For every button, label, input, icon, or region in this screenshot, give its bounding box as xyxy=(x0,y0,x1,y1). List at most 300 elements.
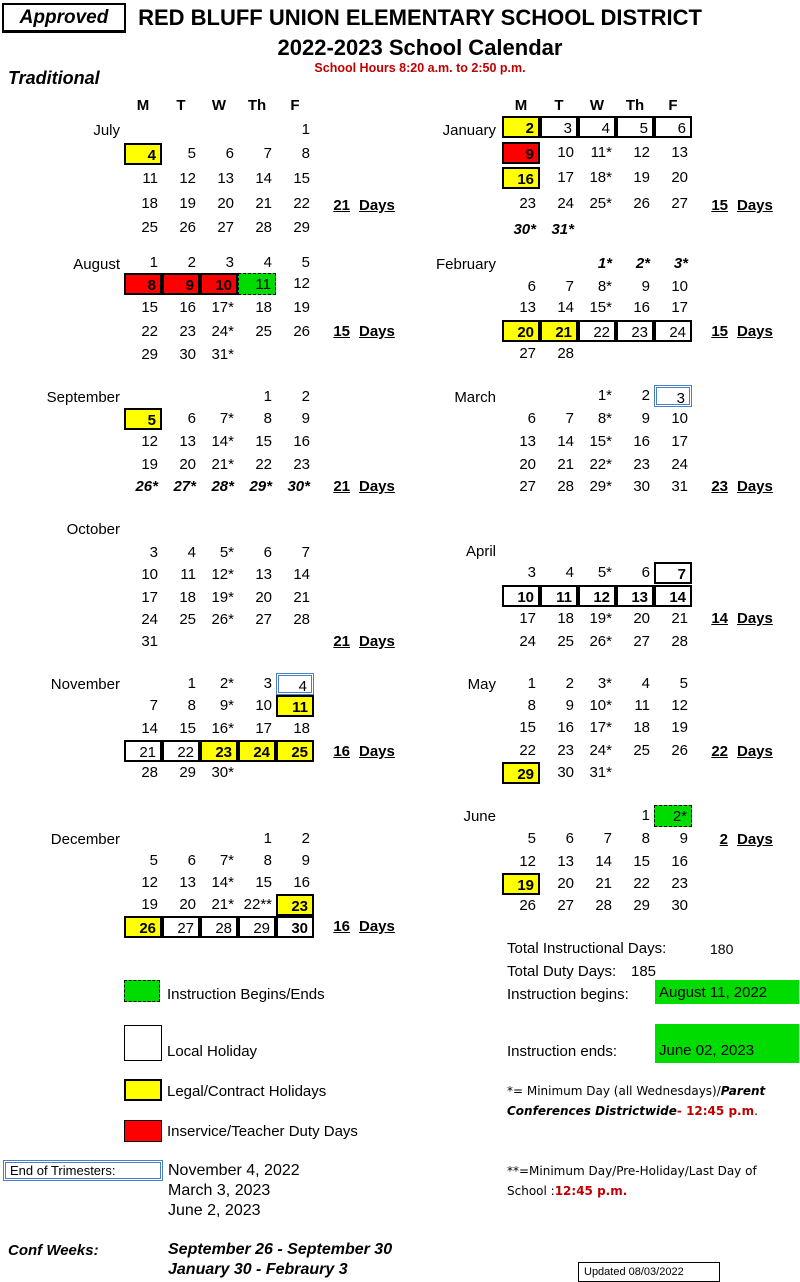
day-cell: 26 xyxy=(124,916,162,938)
day-header: M xyxy=(136,97,150,114)
pre-holiday-time: 12:45 p.m. xyxy=(554,1184,628,1198)
day-cell: 5 xyxy=(301,254,310,271)
day-cell: 22 xyxy=(141,323,158,340)
month-name: May xyxy=(467,676,496,693)
days-label: Days xyxy=(737,743,773,760)
min-day-time: 12:45 p.m xyxy=(686,1104,755,1118)
month-day-count: 22 xyxy=(711,743,728,760)
day-cell: 31 xyxy=(671,478,688,495)
day-cell: 9 xyxy=(301,852,310,869)
day-cell: 24 xyxy=(671,456,688,473)
trimester-date-2: March 3, 2023 xyxy=(168,1182,271,1199)
min-day-text-d: . xyxy=(754,1104,758,1118)
day-cell: 5 xyxy=(616,116,654,138)
day-cell: 6 xyxy=(565,830,574,847)
month-name: September xyxy=(46,389,120,406)
trimesters-label: End of Trimesters: xyxy=(3,1160,163,1181)
day-cell: 24 xyxy=(238,740,276,762)
day-cell: 18 xyxy=(179,589,196,606)
day-cell: 14 xyxy=(654,585,692,607)
day-cell: 31* xyxy=(211,346,234,363)
legend-local-label: Local Holiday xyxy=(167,1043,258,1060)
month-name: June xyxy=(463,808,496,825)
day-cell: 15 xyxy=(633,853,650,870)
day-cell: 22* xyxy=(589,456,612,473)
day-cell: 9 xyxy=(641,278,650,295)
day-cell: 26* xyxy=(211,611,234,628)
month-day-count: 16 xyxy=(333,743,350,760)
day-cell: 2 xyxy=(565,675,574,692)
day-cell: 15* xyxy=(589,433,612,450)
day-cell: 23 xyxy=(519,195,536,212)
day-cell: 23 xyxy=(671,875,688,892)
day-cell: 2 xyxy=(502,116,540,138)
day-cell: 22** xyxy=(243,896,272,913)
day-cell: 16 xyxy=(633,433,650,450)
day-cell: 7 xyxy=(565,278,574,295)
day-cell: 19 xyxy=(502,873,540,895)
day-cell: 29 xyxy=(293,219,310,236)
day-cell: 10 xyxy=(671,410,688,427)
day-cell: 3 xyxy=(263,675,272,692)
day-cell: 21 xyxy=(671,610,688,627)
day-cell: 12 xyxy=(578,585,616,607)
day-cell: 27 xyxy=(217,219,234,236)
day-cell: 20 xyxy=(255,589,272,606)
day-header: F xyxy=(668,97,678,114)
day-cell: 13 xyxy=(179,433,196,450)
total-instructional-label: Total Instructional Days: xyxy=(507,940,667,957)
day-cell: 18 xyxy=(557,610,574,627)
day-cell: 8 xyxy=(263,852,272,869)
day-cell: 3 xyxy=(149,544,158,561)
day-cell: 14 xyxy=(557,299,574,316)
instruction-begins-label: Instruction begins: xyxy=(507,986,629,1003)
pre-holiday-note xyxy=(507,1161,797,1201)
day-cell: 28 xyxy=(293,611,310,628)
day-cell: 26* xyxy=(135,478,158,495)
conf-weeks-label: Conf Weeks: xyxy=(8,1242,99,1259)
legend-instruction-label: Instruction Begins/Ends xyxy=(167,986,325,1003)
day-cell: 28 xyxy=(255,219,272,236)
day-cell: 6 xyxy=(263,544,272,561)
day-cell: 12 xyxy=(179,170,196,187)
day-cell: 13 xyxy=(519,299,536,316)
day-cell: 13 xyxy=(255,566,272,583)
day-cell: 6 xyxy=(225,145,234,162)
day-cell: 14 xyxy=(255,170,272,187)
day-cell: 29 xyxy=(238,916,276,938)
day-cell: 20 xyxy=(633,610,650,627)
day-cell: 4 xyxy=(124,143,162,165)
day-cell: 21 xyxy=(255,195,272,212)
day-cell: 17 xyxy=(141,589,158,606)
day-cell: 18 xyxy=(293,720,310,737)
day-cell: 21 xyxy=(595,875,612,892)
day-cell: 31* xyxy=(551,221,574,238)
day-cell: 7 xyxy=(565,410,574,427)
day-cell: 21 xyxy=(124,740,162,762)
day-cell: 6 xyxy=(527,410,536,427)
day-cell: 2 xyxy=(301,830,310,847)
day-cell: 31 xyxy=(141,633,158,650)
month-name: April xyxy=(465,543,496,560)
day-cell: 1 xyxy=(263,830,272,847)
day-cell: 15 xyxy=(255,874,272,891)
day-cell: 7* xyxy=(219,410,234,427)
day-cell: 31* xyxy=(589,764,612,781)
min-day-text-c: - xyxy=(676,1104,687,1118)
day-cell: 6 xyxy=(187,410,196,427)
day-cell: 4 xyxy=(187,544,196,561)
day-cell: 6 xyxy=(654,116,692,138)
day-cell: 27 xyxy=(519,345,536,362)
month-day-count: 14 xyxy=(711,610,728,627)
days-label: Days xyxy=(737,831,773,848)
month-day-count: 21 xyxy=(333,197,350,214)
day-cell: 17* xyxy=(589,719,612,736)
day-cell: 18* xyxy=(589,169,612,186)
day-header: W xyxy=(211,97,227,114)
day-cell: 8 xyxy=(187,697,196,714)
day-header: T xyxy=(176,97,186,114)
month-day-count: 15 xyxy=(333,323,350,340)
day-cell: 18 xyxy=(141,195,158,212)
month-day-count: 21 xyxy=(333,478,350,495)
day-cell: 20 xyxy=(217,195,234,212)
day-cell: 8 xyxy=(124,273,162,295)
day-cell: 9 xyxy=(301,410,310,427)
month-name: February xyxy=(435,256,496,273)
day-cell: 12* xyxy=(211,566,234,583)
month-name: November xyxy=(50,676,120,693)
days-label: Days xyxy=(359,633,395,650)
day-cell: 21 xyxy=(557,456,574,473)
day-cell: 14 xyxy=(595,853,612,870)
day-cell: 9 xyxy=(502,142,540,164)
days-label: Days xyxy=(359,918,395,935)
day-cell: 26* xyxy=(589,633,612,650)
day-cell: 17 xyxy=(519,610,536,627)
day-cell: 11 xyxy=(634,697,650,714)
day-cell: 7 xyxy=(654,562,692,584)
day-cell: 28 xyxy=(141,764,158,781)
day-cell: 1 xyxy=(641,807,650,824)
day-cell: 3 xyxy=(654,385,692,407)
day-cell: 7 xyxy=(301,544,310,561)
month-day-count: 2 xyxy=(719,831,728,848)
day-cell: 23 xyxy=(179,323,196,340)
day-cell: 21 xyxy=(293,589,310,606)
day-cell: 10 xyxy=(141,566,158,583)
day-cell: 1* xyxy=(597,255,612,272)
day-cell: 2 xyxy=(641,387,650,404)
day-cell: 28 xyxy=(557,478,574,495)
day-header: T xyxy=(554,97,564,114)
day-cell: 14 xyxy=(557,433,574,450)
days-label: Days xyxy=(359,743,395,760)
day-cell: 29 xyxy=(141,346,158,363)
day-cell: 11 xyxy=(540,585,578,607)
day-cell: 16 xyxy=(293,433,310,450)
day-cell: 10* xyxy=(589,697,612,714)
day-cell: 15 xyxy=(141,299,158,316)
day-cell: 18 xyxy=(633,719,650,736)
day-header: W xyxy=(589,97,605,114)
day-cell: 17* xyxy=(211,299,234,316)
day-cell: 29* xyxy=(589,478,612,495)
day-cell: 16 xyxy=(502,167,540,189)
legend-swatch-green xyxy=(124,980,160,1002)
day-cell: 6 xyxy=(527,278,536,295)
day-cell: 21* xyxy=(211,896,234,913)
day-cell: 25 xyxy=(557,633,574,650)
day-cell: 11 xyxy=(276,695,314,717)
month-day-count: 23 xyxy=(711,478,728,495)
day-cell: 20 xyxy=(671,169,688,186)
day-cell: 29 xyxy=(179,764,196,781)
day-cell: 30* xyxy=(211,764,234,781)
day-cell: 1 xyxy=(527,675,536,692)
day-cell: 8 xyxy=(527,697,536,714)
day-cell: 2* xyxy=(635,255,650,272)
day-cell: 3 xyxy=(540,116,578,138)
day-cell: 8* xyxy=(597,410,612,427)
day-cell: 23 xyxy=(616,320,654,342)
day-cell: 21* xyxy=(211,456,234,473)
day-cell: 9 xyxy=(565,697,574,714)
day-cell: 4 xyxy=(641,675,650,692)
day-cell: 23 xyxy=(293,456,310,473)
day-cell: 7 xyxy=(263,145,272,162)
day-cell: 24 xyxy=(654,320,692,342)
day-cell: 27 xyxy=(519,478,536,495)
day-cell: 13 xyxy=(616,585,654,607)
day-cell: 14* xyxy=(211,433,234,450)
day-header: M xyxy=(514,97,528,114)
day-cell: 5 xyxy=(187,145,196,162)
day-cell: 28 xyxy=(595,897,612,914)
day-cell: 1* xyxy=(597,387,612,404)
day-cell: 25 xyxy=(276,740,314,762)
day-cell: 9 xyxy=(641,410,650,427)
day-cell: 27* xyxy=(173,478,196,495)
day-cell: 9 xyxy=(162,273,200,295)
min-day-text-b: Parent Conferences Districtwide xyxy=(507,1084,766,1118)
day-cell: 20 xyxy=(179,456,196,473)
day-cell: 5 xyxy=(149,852,158,869)
day-cell: 6 xyxy=(641,564,650,581)
day-cell: 18 xyxy=(255,299,272,316)
instruction-begins-value: August 11, 2022 xyxy=(655,980,799,1004)
day-cell: 24 xyxy=(557,195,574,212)
day-cell: 8 xyxy=(263,410,272,427)
day-cell: 1 xyxy=(187,675,196,692)
legend-inservice-label: Inservice/Teacher Duty Days xyxy=(167,1123,358,1140)
day-cell: 27 xyxy=(162,916,200,938)
day-cell: 24 xyxy=(141,611,158,628)
day-cell: 22 xyxy=(293,195,310,212)
day-cell: 14* xyxy=(211,874,234,891)
instruction-ends-value: June 02, 2023 xyxy=(655,1024,799,1063)
month-day-count: 15 xyxy=(711,197,728,214)
day-cell: 17 xyxy=(557,169,574,186)
day-cell: 4 xyxy=(263,254,272,271)
day-cell: 25* xyxy=(589,195,612,212)
day-cell: 3* xyxy=(597,675,612,692)
day-cell: 10 xyxy=(557,144,574,161)
day-cell: 27 xyxy=(255,611,272,628)
day-cell: 29* xyxy=(249,478,272,495)
day-cell: 8* xyxy=(597,278,612,295)
day-cell: 15* xyxy=(589,299,612,316)
day-cell: 5 xyxy=(124,408,162,430)
day-cell: 13 xyxy=(557,853,574,870)
day-cell: 10 xyxy=(200,273,238,295)
day-cell: 30 xyxy=(633,478,650,495)
day-cell: 22 xyxy=(633,875,650,892)
day-header: F xyxy=(290,97,300,114)
day-header: Th xyxy=(247,97,267,114)
day-cell: 25 xyxy=(141,219,158,236)
day-cell: 1 xyxy=(149,254,158,271)
day-cell: 2* xyxy=(654,805,692,827)
day-cell: 28 xyxy=(557,345,574,362)
legend-swatch-white xyxy=(124,1025,162,1061)
month-name: July xyxy=(93,122,120,139)
day-cell: 30 xyxy=(671,897,688,914)
conf-week-1: September 26 - September 30 xyxy=(168,1241,393,1258)
day-cell: 3 xyxy=(527,564,536,581)
day-cell: 7 xyxy=(149,697,158,714)
month-day-count: 15 xyxy=(711,323,728,340)
day-cell: 13 xyxy=(179,874,196,891)
day-cell: 16 xyxy=(671,853,688,870)
day-cell: 12 xyxy=(671,697,688,714)
day-cell: 6 xyxy=(187,852,196,869)
month-day-count: 21 xyxy=(333,633,350,650)
day-cell: 16 xyxy=(557,719,574,736)
day-cell: 30 xyxy=(179,346,196,363)
day-cell: 25 xyxy=(633,742,650,759)
total-duty-label: Total Duty Days: xyxy=(507,963,617,980)
minimum-day-note xyxy=(507,1081,797,1121)
approved-underline xyxy=(2,30,126,32)
day-cell: 13 xyxy=(671,144,688,161)
day-cell: 23 xyxy=(200,740,238,762)
day-cell: 22 xyxy=(162,740,200,762)
day-cell: 15 xyxy=(179,720,196,737)
legend-legal-label: Legal/Contract Holidays xyxy=(167,1083,327,1100)
day-cell: 9* xyxy=(219,697,234,714)
day-cell: 25 xyxy=(179,611,196,628)
day-cell: 1 xyxy=(263,388,272,405)
day-cell: 22 xyxy=(519,742,536,759)
day-cell: 17 xyxy=(255,720,272,737)
day-cell: 5 xyxy=(679,675,688,692)
trimester-date-1: November 4, 2022 xyxy=(168,1162,300,1179)
day-cell: 19* xyxy=(589,610,612,627)
day-cell: 5* xyxy=(597,564,612,581)
days-label: Days xyxy=(737,323,773,340)
day-cell: 25 xyxy=(255,323,272,340)
day-cell: 17 xyxy=(671,433,688,450)
day-cell: 12 xyxy=(519,853,536,870)
day-cell: 27 xyxy=(557,897,574,914)
approved-stamp: Approved xyxy=(2,3,126,33)
day-cell: 10 xyxy=(502,585,540,607)
month-name: August xyxy=(73,256,120,273)
day-cell: 15 xyxy=(519,719,536,736)
day-cell: 11 xyxy=(180,566,196,583)
day-cell: 9 xyxy=(679,830,688,847)
day-cell: 28* xyxy=(211,478,234,495)
legend-swatch-yellow xyxy=(124,1079,162,1101)
day-cell: 21 xyxy=(540,320,578,342)
day-cell: 20 xyxy=(502,320,540,342)
month-name: October xyxy=(66,521,120,538)
day-cell: 7* xyxy=(219,852,234,869)
day-cell: 14 xyxy=(141,720,158,737)
day-cell: 22 xyxy=(578,320,616,342)
legend-swatch-red xyxy=(124,1120,162,1142)
school-hours: School Hours 8:20 a.m. to 2:50 p.m. xyxy=(314,61,526,75)
day-cell: 8 xyxy=(301,145,310,162)
min-day-text-a: *= Minimum Day (all Wednesdays)/ xyxy=(507,1084,721,1098)
day-cell: 30 xyxy=(276,916,314,938)
day-cell: 23 xyxy=(276,894,314,916)
day-cell: 7 xyxy=(603,830,612,847)
day-cell: 24* xyxy=(211,323,234,340)
day-cell: 3 xyxy=(225,254,234,271)
day-cell: 19 xyxy=(141,896,158,913)
day-cell: 27 xyxy=(633,633,650,650)
day-cell: 28 xyxy=(200,916,238,938)
month-day-count: 16 xyxy=(333,918,350,935)
day-cell: 12 xyxy=(141,874,158,891)
conf-week-2: January 30 - Febraury 3 xyxy=(168,1261,348,1278)
day-cell: 26 xyxy=(519,897,536,914)
day-cell: 1 xyxy=(301,121,310,138)
day-cell: 11 xyxy=(142,170,158,187)
day-cell: 24 xyxy=(519,633,536,650)
days-label: Days xyxy=(359,478,395,495)
day-cell: 16* xyxy=(211,720,234,737)
day-cell: 12 xyxy=(633,144,650,161)
day-cell: 26 xyxy=(179,219,196,236)
days-label: Days xyxy=(737,610,773,627)
day-cell: 29 xyxy=(502,762,540,784)
day-cell: 10 xyxy=(671,278,688,295)
day-cell: 19 xyxy=(633,169,650,186)
day-cell: 27 xyxy=(671,195,688,212)
day-cell: 2 xyxy=(187,254,196,271)
day-cell: 24* xyxy=(589,742,612,759)
day-cell: 10 xyxy=(255,697,272,714)
calendar-title: 2022-2023 School Calendar xyxy=(277,35,563,60)
day-cell: 26 xyxy=(671,742,688,759)
track-label: Traditional xyxy=(8,68,100,88)
day-cell: 19 xyxy=(293,299,310,316)
day-cell: 28 xyxy=(671,633,688,650)
day-cell: 11* xyxy=(590,144,612,161)
day-cell: 26 xyxy=(633,195,650,212)
total-instructional-value: 180 xyxy=(710,941,734,957)
day-cell: 17 xyxy=(671,299,688,316)
day-cell: 19* xyxy=(211,589,234,606)
day-cell: 30* xyxy=(513,221,536,238)
day-cell: 16 xyxy=(633,299,650,316)
